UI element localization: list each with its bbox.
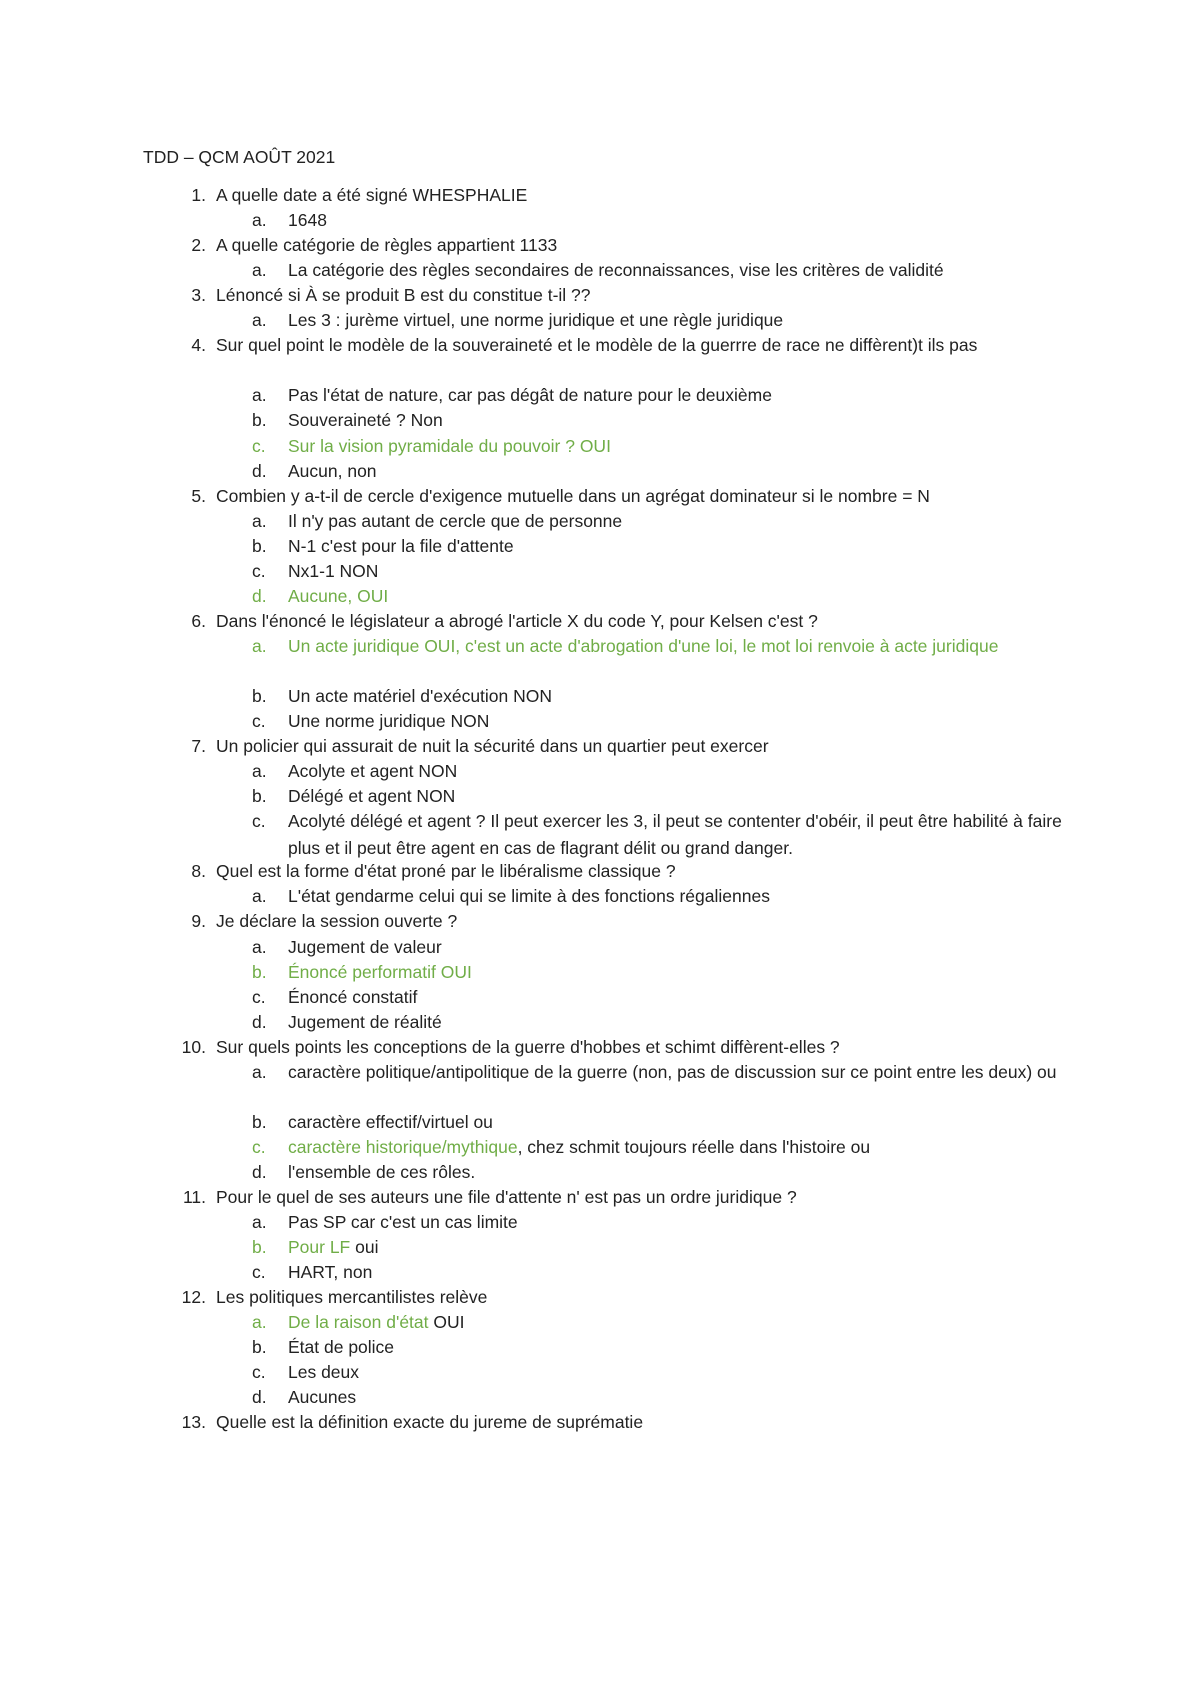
question-number: 2. bbox=[191, 235, 206, 256]
option-letter: a. bbox=[252, 1212, 267, 1233]
question-text: Combien y a-t-il de cercle d'exigence mutuelle dans un agrégat dominateur si le nombre = N bbox=[216, 485, 930, 506]
option-text bbox=[288, 1234, 1068, 1261]
document-title: TDD – QCM AOÛT 2021 bbox=[143, 147, 336, 167]
option-letter: c. bbox=[252, 1136, 266, 1157]
option-text bbox=[288, 1384, 1068, 1411]
question-number: 12. bbox=[181, 1287, 206, 1308]
option-letter: a. bbox=[252, 1312, 267, 1333]
option-text bbox=[288, 808, 1068, 862]
question-number: 5. bbox=[191, 485, 206, 506]
option-text-segment: HART, non bbox=[288, 1262, 373, 1283]
option-letter: c. bbox=[252, 1262, 266, 1283]
option-text-segment: Délégé et agent NON bbox=[288, 786, 456, 807]
option-text bbox=[288, 1309, 1068, 1336]
option-text bbox=[288, 558, 1068, 585]
option-letter: b. bbox=[252, 410, 267, 431]
option-text bbox=[288, 257, 1068, 284]
question-text: A quelle catégorie de règles appartient 1133 bbox=[216, 235, 558, 256]
option-text bbox=[288, 382, 1068, 409]
option-text bbox=[288, 533, 1068, 560]
option-letter: b. bbox=[252, 686, 267, 706]
option-text-segment: Pas l'état de nature, car pas dégât de nature pour le deuxième bbox=[288, 385, 772, 406]
question-text: A quelle date a été signé WHESPHALIE bbox=[216, 185, 528, 205]
correct-answer-text: De la raison d'état bbox=[288, 1312, 434, 1333]
option-text bbox=[288, 883, 1068, 910]
option-text-segment: Énoncé constatif bbox=[288, 986, 418, 1007]
option-text-segment: Jugement de valeur bbox=[288, 936, 442, 957]
correct-answer-text: Énoncé performatif OUI bbox=[288, 961, 472, 982]
option-text-segment: Jugement de réalité bbox=[288, 1011, 442, 1032]
option-letter: a. bbox=[252, 260, 267, 281]
option-letter: c. bbox=[252, 711, 266, 732]
option-letter: a. bbox=[252, 886, 267, 907]
option-text-segment: l'ensemble de ces rôles. bbox=[288, 1161, 476, 1182]
correct-answer-text: caractère historique/mythique bbox=[288, 1136, 518, 1157]
option-letter: a. bbox=[252, 761, 267, 782]
option-text-segment: L'état gendarme celui qui se limite à des fonctions régaliennes bbox=[288, 886, 770, 907]
option-text-segment: Aucunes bbox=[288, 1387, 357, 1408]
option-text bbox=[288, 1334, 1068, 1361]
option-text bbox=[288, 934, 1068, 961]
question-text: Les politiques mercantilistes relève bbox=[216, 1287, 488, 1308]
option-text bbox=[288, 407, 1068, 434]
question-number: 9. bbox=[191, 911, 206, 932]
option-text-segment: Aucun, non bbox=[288, 460, 377, 481]
option-text-segment: N-1 c'est pour la file d'attente bbox=[288, 535, 514, 556]
option-text-segment: Souveraineté ? Non bbox=[288, 410, 443, 431]
option-text bbox=[288, 758, 1068, 785]
option-text bbox=[288, 433, 1068, 460]
question-number: 1. bbox=[191, 185, 206, 205]
option-text bbox=[288, 783, 1068, 810]
question-text: Sur quels points les conceptions de la guerre d'hobbes et schimt diffèrent-elles ? bbox=[216, 1036, 840, 1057]
option-letter: d. bbox=[252, 1011, 267, 1032]
correct-answer-text: Sur la vision pyramidale du pouvoir ? OUI bbox=[288, 435, 611, 456]
option-letter: a. bbox=[252, 936, 267, 957]
option-text-segment: 1648 bbox=[288, 210, 327, 231]
option-letter: b. bbox=[252, 535, 267, 556]
option-text-segment: Acolyté délégé et agent ? Il peut exercer les 3, il peut se contenter d'obéir, il peut être habilité à faire plus et il peut être agent en cas de flagrant délit ou grand danger. bbox=[288, 811, 1062, 859]
option-text-segment: Une norme juridique NON bbox=[288, 711, 490, 732]
option-letter: d. bbox=[252, 585, 267, 606]
option-text bbox=[288, 708, 1068, 735]
question-text: Quelle est la définition exacte du jureme de suprématie bbox=[216, 1412, 644, 1433]
option-text-segment: Nx1-1 NON bbox=[288, 560, 379, 581]
question-text: Un policier qui assurait de nuit la sécurité dans un quartier peut exercer bbox=[216, 736, 769, 757]
option-text bbox=[288, 1009, 1068, 1036]
option-text bbox=[288, 1159, 1068, 1186]
option-letter: b. bbox=[252, 961, 267, 982]
option-letter: a. bbox=[252, 1061, 267, 1082]
option-text-segment: Les 3 : jurème virtuel, une norme juridique et une règle juridique bbox=[288, 310, 784, 331]
correct-answer-text: Un acte juridique OUI, c'est un acte d'abrogation d'une loi, le mot loi renvoie à acte juridique bbox=[288, 635, 999, 656]
option-letter: c. bbox=[252, 560, 266, 581]
option-text-segment: , chez schmit toujours réelle dans l'histoire ou bbox=[517, 1136, 871, 1157]
option-text-segment: Un acte matériel d'exécution NON bbox=[288, 686, 553, 706]
option-letter: a. bbox=[252, 510, 267, 531]
option-letter: c. bbox=[252, 1362, 266, 1383]
option-text bbox=[288, 1109, 1068, 1136]
question-number: 11. bbox=[182, 1187, 206, 1207]
question-text: Dans l'énoncé le législateur a abrogé l'article X du code Y, pour Kelsen c'est ? bbox=[216, 610, 818, 631]
option-letter: a. bbox=[252, 310, 267, 331]
option-text bbox=[288, 508, 1068, 535]
question-number: 8. bbox=[191, 861, 206, 882]
option-letter: d. bbox=[252, 460, 267, 481]
option-text bbox=[288, 959, 1068, 986]
option-letter: c. bbox=[252, 435, 266, 456]
option-letter: b. bbox=[252, 1237, 267, 1258]
option-text-segment: Les deux bbox=[288, 1362, 360, 1383]
option-text bbox=[288, 683, 1068, 710]
option-text bbox=[288, 633, 1068, 660]
option-text bbox=[288, 1134, 1068, 1161]
option-text-segment: Acolyte et agent NON bbox=[288, 761, 458, 782]
option-letter: b. bbox=[252, 786, 267, 807]
question-number: 6. bbox=[191, 610, 206, 631]
option-letter: a. bbox=[252, 385, 267, 406]
option-text bbox=[288, 458, 1068, 485]
question-text: Lénoncé si À se produit B est du constitue t-il ?? bbox=[216, 285, 591, 306]
option-text-segment: oui bbox=[355, 1237, 379, 1258]
option-text-segment: Pas SP car c'est un cas limite bbox=[288, 1212, 518, 1233]
option-text bbox=[288, 1209, 1068, 1236]
option-letter: b. bbox=[252, 1337, 267, 1358]
question-number: 7. bbox=[191, 736, 206, 757]
question-number: 4. bbox=[191, 335, 206, 356]
option-text bbox=[288, 583, 1068, 610]
question-number: 10. bbox=[181, 1036, 206, 1057]
correct-answer-text: Aucune, OUI bbox=[288, 585, 389, 606]
option-text bbox=[288, 1059, 1068, 1086]
option-text-segment: Il n'y pas autant de cercle que de personne bbox=[288, 510, 623, 531]
correct-answer-text: Pour LF bbox=[288, 1237, 356, 1258]
option-text-segment: caractère effectif/virtuel ou bbox=[288, 1111, 493, 1132]
option-letter: b. bbox=[252, 1111, 267, 1132]
option-text-segment: caractère politique/antipolitique de la guerre (non, pas de discussion sur ce point entre les deux) ou bbox=[288, 1061, 1057, 1082]
option-letter: d. bbox=[252, 1387, 267, 1408]
option-text bbox=[288, 207, 1068, 234]
option-text bbox=[288, 984, 1068, 1011]
option-text-segment: OUI bbox=[433, 1312, 465, 1333]
option-text bbox=[288, 307, 1068, 334]
option-text bbox=[288, 1359, 1068, 1386]
option-letter: a. bbox=[252, 210, 267, 231]
option-letter: c. bbox=[252, 986, 266, 1007]
question-number: 3. bbox=[191, 285, 206, 306]
question-number: 13. bbox=[181, 1412, 206, 1433]
question-text: Je déclare la session ouverte ? bbox=[216, 911, 458, 932]
option-text-segment: La catégorie des règles secondaires de reconnaissances, vise les critères de validité bbox=[288, 260, 944, 281]
question-text: Quel est la forme d'état proné par le libéralisme classique ? bbox=[216, 861, 676, 882]
option-letter: d. bbox=[252, 1161, 267, 1182]
option-text bbox=[288, 1259, 1068, 1286]
option-text-segment: État de police bbox=[288, 1337, 395, 1358]
question-text: Sur quel point le modèle de la souveraineté et le modèle de la guerrre de race ne diffèrent)t ils pas bbox=[216, 335, 978, 356]
option-letter: c. bbox=[252, 811, 266, 832]
question-text: Pour le quel de ses auteurs une file d'attente n' est pas un ordre juridique ? bbox=[216, 1187, 797, 1207]
option-letter: a. bbox=[252, 635, 267, 656]
